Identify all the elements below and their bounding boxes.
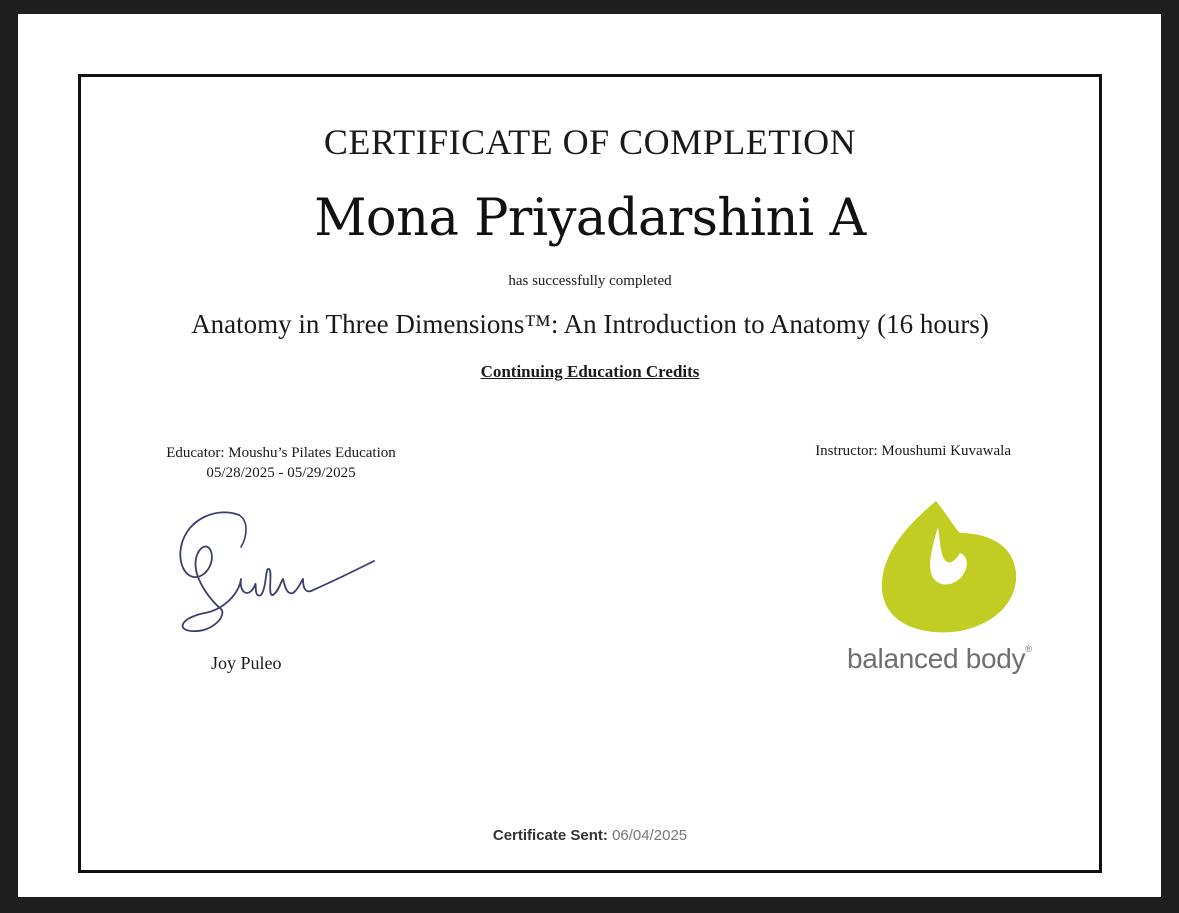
course-dates: 05/28/2025 - 05/29/2025 <box>206 465 356 481</box>
instructor-name: Instructor: Moushumi Kuvawala <box>815 443 1011 459</box>
credits-label: Continuing Education Credits <box>480 362 700 381</box>
sent-label: Certificate Sent: <box>492 827 608 844</box>
balanced-body-logo-text: balanced body® <box>847 643 1032 674</box>
course-title: Anatomy in Three Dimensions™: An Introduction to Anatomy (16 hours) <box>191 309 989 339</box>
educator-name: Educator: Moushu’s Pilates Education <box>166 445 396 461</box>
completion-statement: has successfully completed <box>508 273 672 289</box>
certificate-sent-line <box>81 827 1099 844</box>
sent-date: 06/04/2025 <box>612 827 688 844</box>
certificate-title: CERTIFICATE OF COMPLETION <box>323 122 857 162</box>
balanced-body-logo-mark-icon <box>876 499 1021 639</box>
signature-image <box>169 507 379 647</box>
document-page <box>18 14 1161 897</box>
certificate-border <box>78 74 1102 873</box>
educator-block <box>121 443 441 483</box>
recipient-name: Mona Priyadarshini A <box>314 189 866 248</box>
signer-name: Joy Puleo <box>211 653 282 673</box>
